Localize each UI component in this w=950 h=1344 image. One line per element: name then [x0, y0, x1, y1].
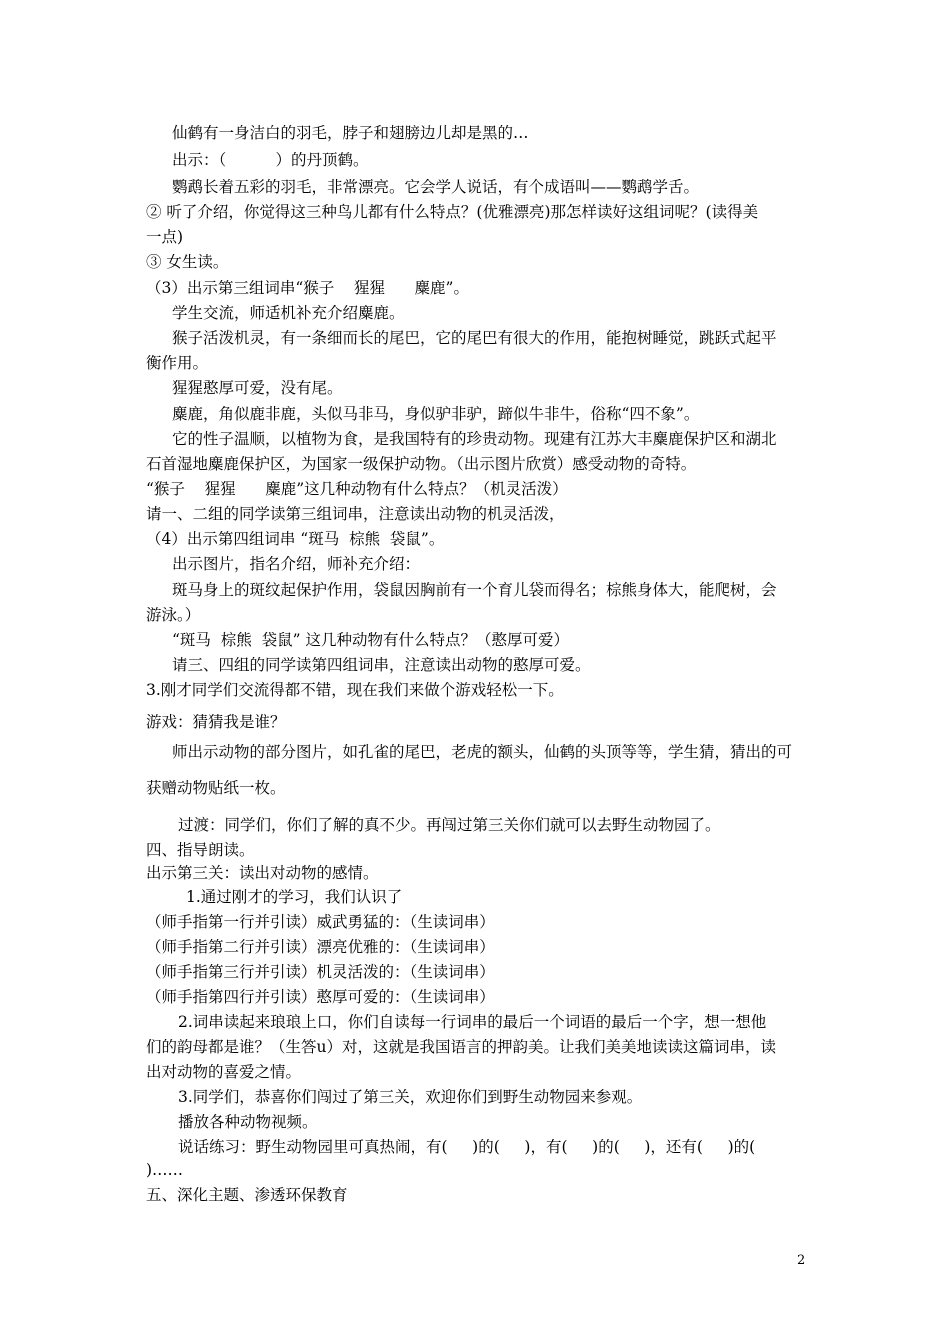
text-line: 仙鹤有一身洁白的羽毛，脖子和翅膀边儿却是黑的… [172, 124, 529, 142]
text-line: 猩猩憨厚可爱，没有尾。 [172, 379, 343, 397]
text-line: 斑马身上的斑纹起保护作用，袋鼠因胸前有一个育儿袋而得名；棕熊身体大，能爬树，会 [172, 581, 777, 599]
text-line: 3.刚才同学们交流得都不错，现在我们来做个游戏轻松一下。 [146, 681, 564, 699]
text-line: 获赠动物贴纸一枚。 [146, 779, 286, 797]
text-line: 过渡：同学们，你们了解的真不少。再闯过第三关你们就可以去野生动物园了。 [178, 816, 721, 834]
text-line: （师手指第四行并引读）憨厚可爱的：（生读词串） [146, 988, 495, 1006]
text-line: 猴子活泼机灵，有一条细而长的尾巴，它的尾巴有很大的作用，能抱树睡觉，跳跃式起平 [172, 329, 777, 347]
text-line: 出示第三关：读出对动物的感情。 [146, 864, 379, 882]
text-line: 游泳。） [146, 606, 201, 624]
text-line: “斑马 棕熊 袋鼠” 这几种动物有什么特点？（憨厚可爱） [172, 631, 569, 649]
text-line: （师手指第二行并引读）漂亮优雅的：（生读词串） [146, 938, 495, 956]
text-line: 四、指导朗读。 [146, 841, 255, 859]
text-line: 们的韵母都是谁？（生答u）对，这就是我国语言的押韵美。让我们美美地读读这篇词串，读 [146, 1038, 776, 1056]
text-line: 麋鹿，角似鹿非鹿，头似马非马，身似驴非驴，蹄似牛非牛，俗称“四不象”。 [172, 405, 700, 423]
text-line: )…… [146, 1161, 184, 1179]
text-line: “猴子 猩猩 麋鹿”这几种动物有什么特点？（机灵活泼） [146, 480, 568, 498]
text-line: ② 听了介绍，你觉得这三种鸟儿都有什么特点？(优雅漂亮)那怎样读好这组词呢？(读得美 [146, 203, 759, 221]
text-line: 播放各种动物视频。 [178, 1113, 318, 1131]
text-line: 衡作用。 [146, 354, 209, 372]
text-line: 游戏：猜猜我是谁？ [146, 713, 286, 731]
text-line: 出示：（ ）的丹顶鹤。 [172, 151, 369, 169]
text-line: 1.通过刚才的学习，我们认识了 [186, 888, 403, 906]
text-line: （师手指第一行并引读）威武勇猛的：（生读词串） [146, 913, 495, 931]
text-line: 请一、二组的同学读第三组词串，注意读出动物的机灵活泼， [146, 505, 565, 523]
text-line: （3）出示第三组词串“猴子 猩猩 麋鹿”。 [146, 279, 469, 297]
text-line: （师手指第三行并引读）机灵活泼的：（生读词串） [146, 963, 495, 981]
text-line: 2.词串读起来琅琅上口，你们自读每一行词串的最后一个词语的最后一个字，想一想他 [178, 1013, 767, 1031]
text-line: （4）出示第四组词串 “斑马 棕熊 袋鼠”。 [146, 530, 445, 548]
text-line: 五、深化主题、渗透环保教育 [146, 1186, 348, 1204]
text-line: 它的性子温顺，以植物为食，是我国特有的珍贵动物。现建有江苏大丰麋鹿保护区和湖北 [172, 430, 777, 448]
page-number: 2 [797, 1253, 806, 1268]
text-line: 请三、四组的同学读第四组词串，注意读出动物的憨厚可爱。 [172, 656, 591, 674]
text-line: ③ 女生读。 [146, 253, 229, 271]
text-line: 一点) [146, 228, 184, 246]
text-line: 说话练习：野生动物园里可真热闹，有( )的( )，有( )的( )，还有( )的( [178, 1138, 756, 1156]
text-line: 学生交流，师适机补充介绍麋鹿。 [172, 304, 405, 322]
text-line: 师出示动物的部分图片，如孔雀的尾巴，老虎的额头，仙鹤的头顶等等，学生猜，猜出的可 [172, 743, 793, 761]
text-line: 3.同学们，恭喜你们闯过了第三关，欢迎你们到野生动物园来参观。 [178, 1088, 643, 1106]
text-line: 出示图片，指名介绍，师补充介绍： [172, 555, 421, 573]
text-line: 鹦鹉长着五彩的羽毛，非常漂亮。它会学人说话，有个成语叫——鹦鹉学舌。 [172, 178, 700, 196]
text-line: 出对动物的喜爱之情。 [146, 1063, 302, 1081]
text-line: 石首湿地麋鹿保护区，为国家一级保护动物。（出示图片欣赏）感受动物的奇特。 [146, 455, 697, 473]
